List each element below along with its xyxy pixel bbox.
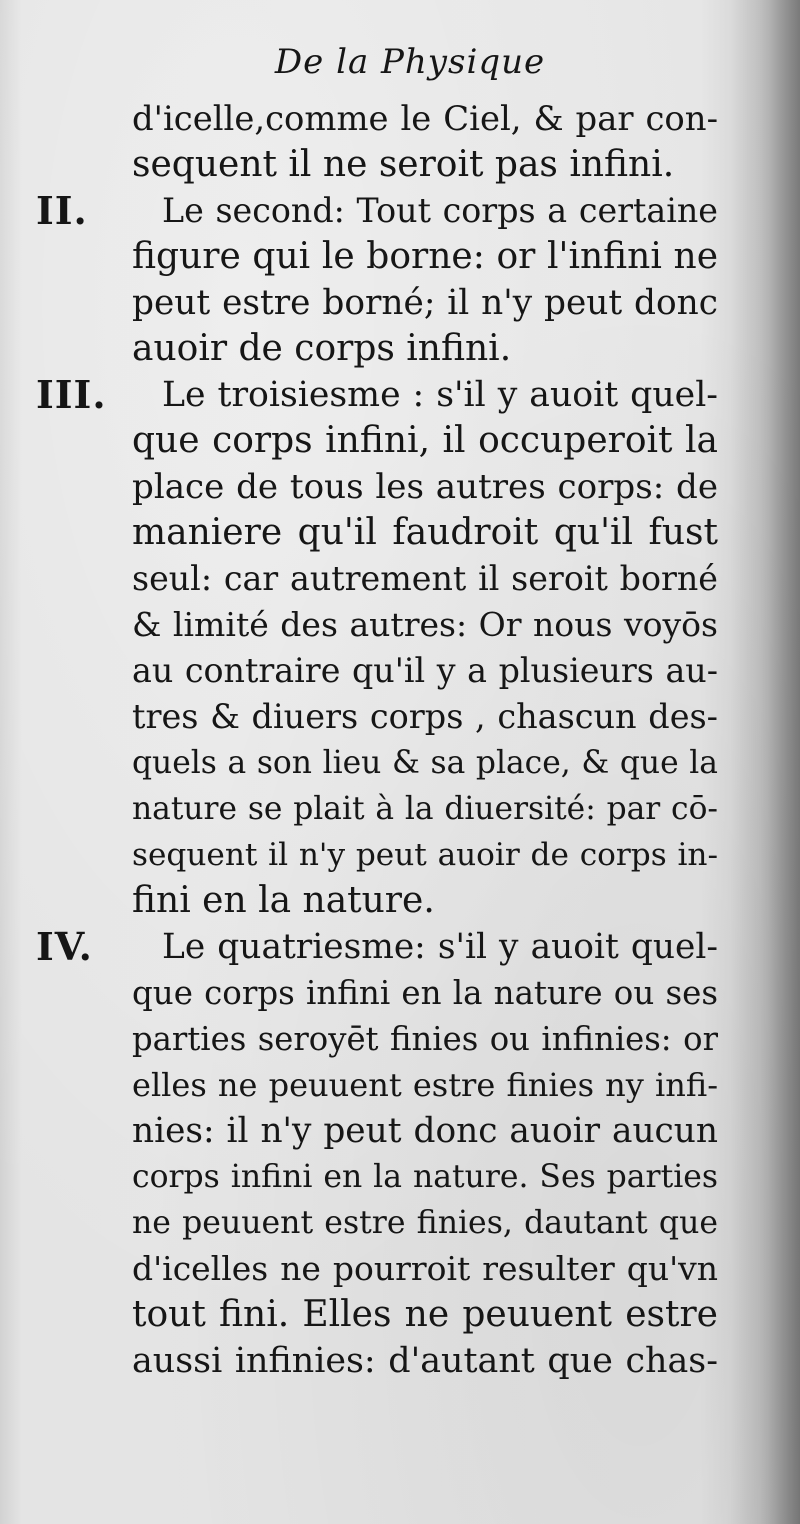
text-line: que corps infini en la nature ou ses <box>132 974 718 1012</box>
text-line: & limité des autres: Or nous voyōs <box>132 605 718 644</box>
section-numeral: III. <box>36 372 107 417</box>
text-line: sequent il n'y peut auoir de corps in- <box>132 837 718 873</box>
text-line: d'icelle,comme le Ciel, & par con- <box>132 99 718 138</box>
running-head: De la Physique <box>274 42 546 82</box>
text-line: corps infini en la nature. Ses parties <box>132 1159 718 1195</box>
text-line: tout fini. Elles ne peuuent estre <box>132 1294 718 1335</box>
text-line: au contraire qu'il y a plusieurs au- <box>132 651 718 690</box>
section-2 <box>36 188 718 372</box>
gutter-shadow <box>730 0 800 1524</box>
text-line: parties seroyēt finies ou infinies: or <box>132 1020 718 1058</box>
section-numeral: II. <box>36 188 88 233</box>
text-line: peut estre borné; il n'y peut donc <box>132 283 718 323</box>
body-text <box>36 96 718 1384</box>
text-line: tres & diuers corps , chascun des- <box>132 697 718 736</box>
text-line: quels a son lieu & sa place, & que la <box>132 745 718 781</box>
text-line: place de tous les autres corps: de <box>132 467 718 507</box>
text-line: Le quatriesme: s'il y auoit quel- <box>162 927 718 967</box>
text-line: seul: car autrement il seroit borné <box>132 559 718 598</box>
text-line: Le second: Tout corps a certaine <box>162 191 718 230</box>
text-line: sequent il ne seroit pas infini. <box>132 144 675 185</box>
text-line: fini en la nature. <box>132 880 435 921</box>
text-line: figure qui le borne: or l'infini ne <box>132 236 718 277</box>
section-4 <box>36 924 718 1384</box>
text-line: que corps infini, il occuperoit la <box>132 420 718 461</box>
text-line: auoir de corps infini. <box>132 328 512 369</box>
section-3 <box>36 372 718 924</box>
section-numeral: IV. <box>36 924 93 969</box>
text-line: elles ne peuuent estre finies ny infi- <box>132 1066 718 1104</box>
section-continuation <box>132 96 718 188</box>
text-line: ne peuuent estre finies, dautant que <box>132 1205 718 1241</box>
text-line: aussi infinies: d'autant que chas- <box>132 1341 718 1381</box>
text-line: Le troisiesme : s'il y auoit quel- <box>162 375 718 415</box>
text-line: nies: il n'y peut donc auoir aucun <box>132 1111 718 1151</box>
text-line: maniere qu'il faudroit qu'il fust <box>132 512 718 553</box>
text-line: nature se plait à la diuersité: par cō- <box>132 791 718 827</box>
text-line: d'icelles ne pourroit resulter qu'vn <box>132 1249 718 1288</box>
